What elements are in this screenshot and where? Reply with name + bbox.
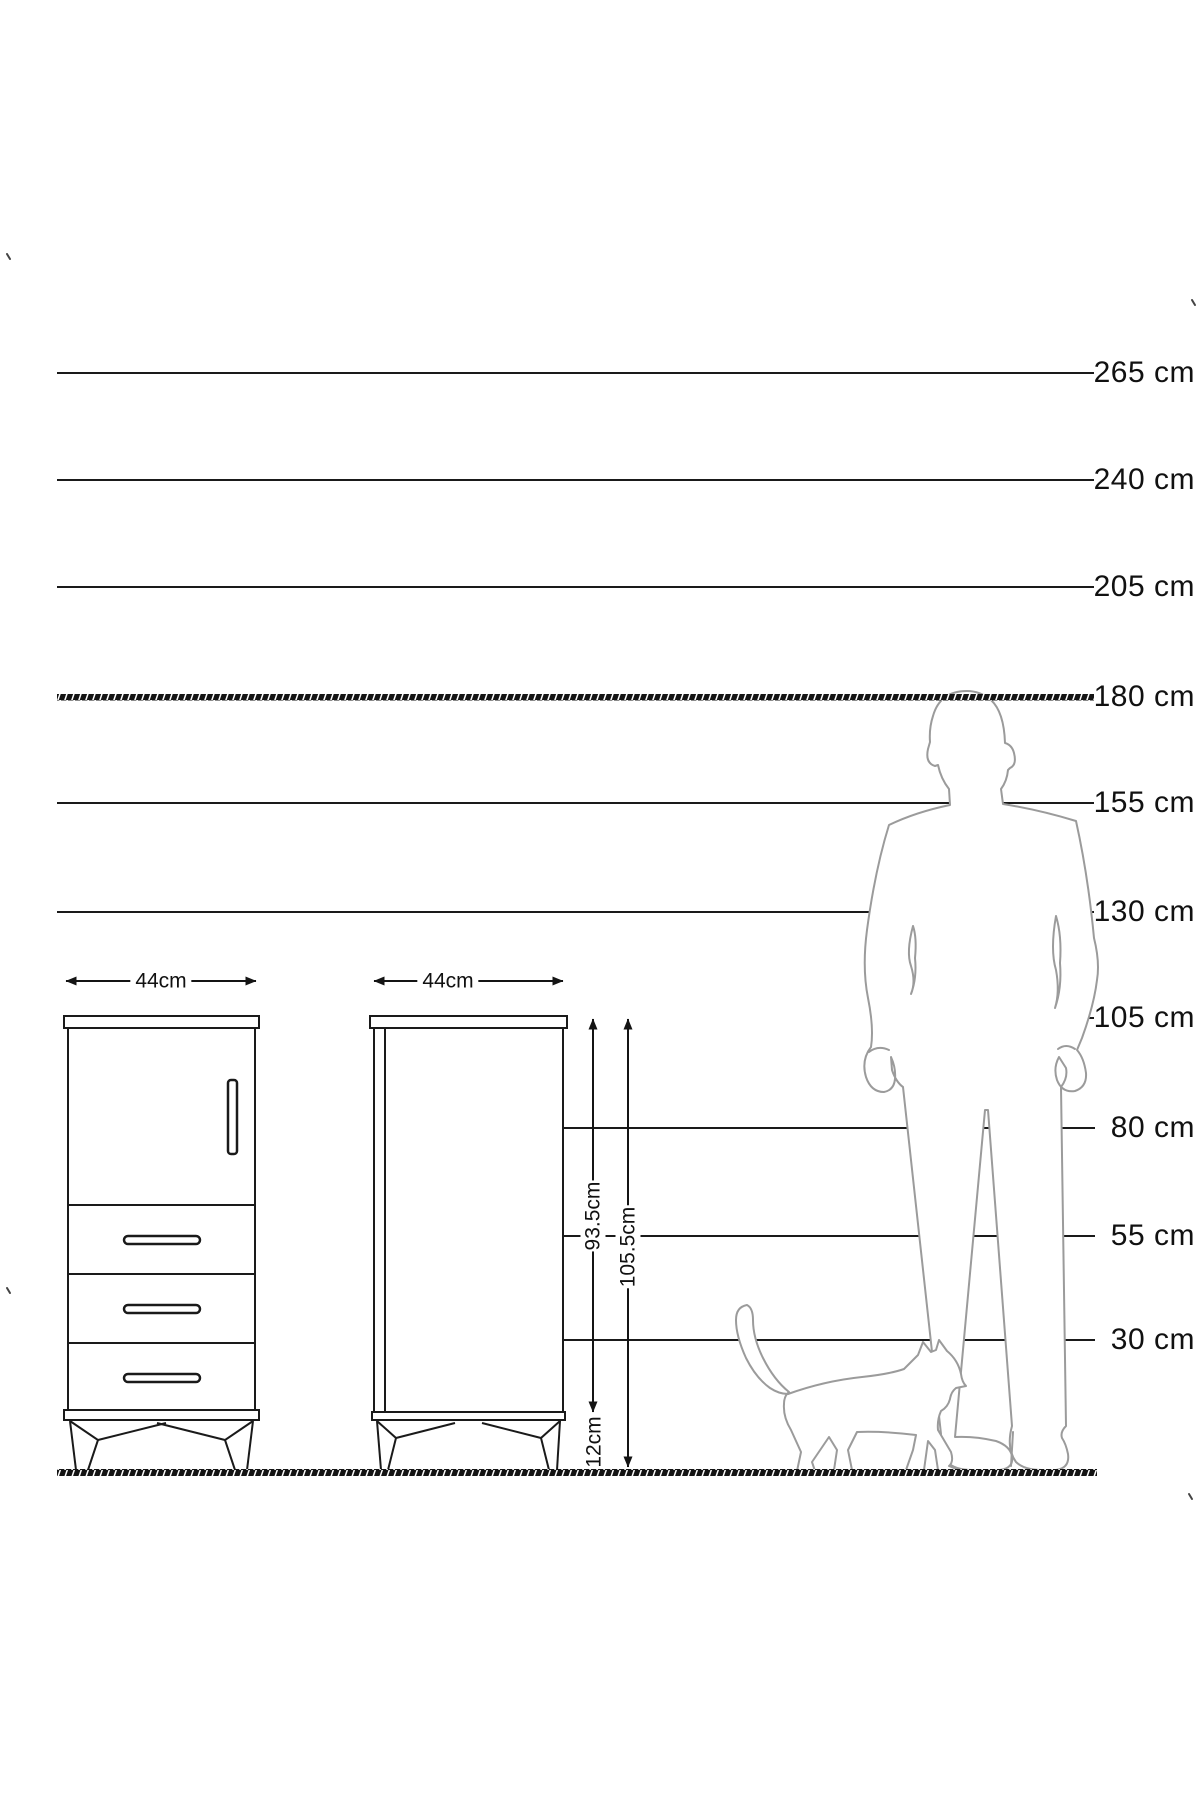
scale-label-180: 180 cm (1093, 680, 1195, 713)
front-width-label: 44cm (130, 971, 191, 992)
scale-label-80: 80 cm (1110, 1111, 1195, 1144)
standing-man-silhouette (864, 691, 1098, 1470)
scale-label-240: 240 cm (1093, 463, 1195, 496)
scale-label-55: 55 cm (1110, 1219, 1195, 1252)
cabinet-side-legs (377, 1421, 560, 1470)
drawer-handle-2 (124, 1305, 200, 1313)
scale-line-180-hatched (57, 694, 1095, 701)
cabinet-front-view (64, 1016, 259, 1470)
scale-label-205: 205 cm (1093, 570, 1195, 603)
total-height-label: 105.5cm (616, 1206, 640, 1288)
cabinet-bottom-panel (64, 1410, 259, 1420)
drawer-handle-3 (124, 1374, 200, 1382)
door-handle (228, 1080, 237, 1154)
scale-label-105: 105 cm (1093, 1001, 1195, 1034)
drawer-handle-1 (124, 1236, 200, 1244)
scale-label-130: 130 cm (1093, 895, 1195, 928)
cabinet-top-panel (64, 1016, 259, 1028)
scale-label-30: 30 cm (1110, 1323, 1195, 1356)
cabinet-side-view (370, 1016, 567, 1470)
scale-label-155: 155 cm (1093, 786, 1195, 819)
side-top-panel (370, 1016, 567, 1028)
ground-line (57, 1469, 1097, 1476)
cabinet-front-legs (70, 1421, 253, 1470)
side-bottom-panel (372, 1412, 565, 1420)
body-height-label: 93.5cm (581, 1181, 605, 1251)
scale-label-265: 265 cm (1093, 356, 1195, 389)
side-body (374, 1028, 563, 1412)
side-depth-label: 44cm (417, 971, 478, 992)
leg-height-label: 12cm (582, 1416, 606, 1468)
